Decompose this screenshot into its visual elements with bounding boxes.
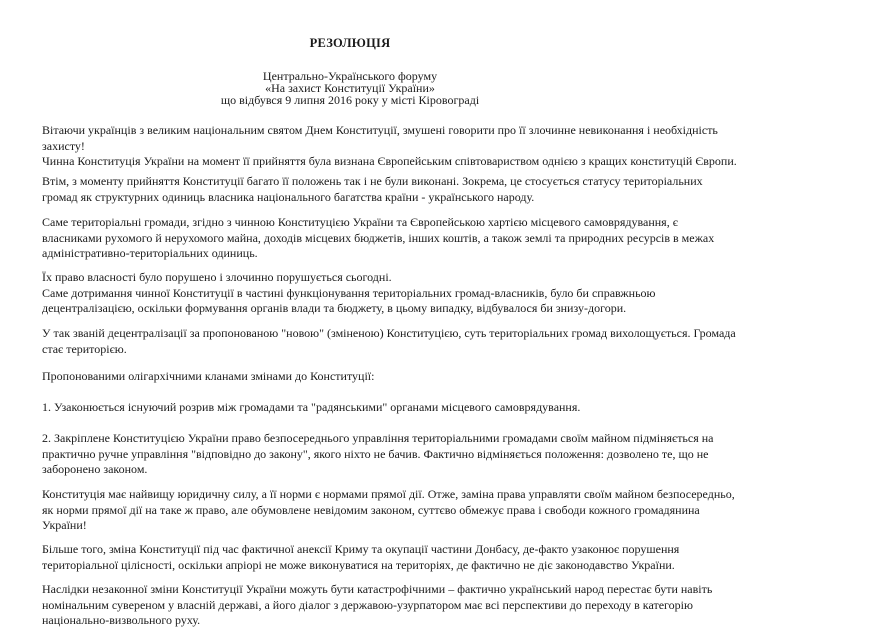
subtitle-line: що відбувся 9 липня 2016 року у місті Кіровограді xyxy=(220,93,480,107)
text-line: Пропонованими олігархічними кланами змінами до Конституції: xyxy=(42,369,375,383)
text-line: Їх право власності було порушено і злочинно порушується сьогодні. xyxy=(42,270,392,284)
paragraph-consequences xyxy=(42,582,713,629)
document-title: РЕЗОЛЮЦІЯ xyxy=(309,36,391,50)
text-line: стає територією. xyxy=(42,341,127,356)
paragraph-annexation xyxy=(42,542,682,573)
paragraph-decentralization xyxy=(42,326,736,357)
text-line: захисту! xyxy=(42,138,85,153)
text-line: У так званій децентралізації за пропонованою "новою" (зміненою) Конституцією, суть територіальних громад вихолощується. Громада xyxy=(42,326,736,340)
text-line: Саме дотримання чинної Конституції в частині функціонування територіальних громад-власників, було би справжньою xyxy=(42,285,656,300)
text-line: адміністративно-територіальних одиниць. xyxy=(42,246,258,260)
text-line: заборонено законом. xyxy=(42,462,148,476)
text-line: Саме територіальні громади, згідно з чинною Конституцією України та Європейською хартією місцевого самоврядування, є xyxy=(42,215,678,229)
text-line: власниками рухомого й нерухомого майна, доходів місцевих бюджетів, інших коштів, а також землі та природних ресурсів в межах xyxy=(42,230,715,245)
text-line: Втім, з моменту прийняття Конституції багато її положень так і не були виконані. Зокрема, це стосується статусу територіальних xyxy=(42,174,703,188)
subtitle-line: Центрально-Українського форуму xyxy=(262,69,438,83)
text-line: громад як структурних одиниць власника національного багатства країни - українського народу. xyxy=(42,189,535,204)
text-line: децентралізацією, оскільки формування органів влади та бюджету, в цьому випадку, відбувалося би знизу-догори. xyxy=(42,301,627,315)
paragraph-communities xyxy=(42,215,715,262)
text-line: Наслідки незаконної зміни Конституції України можуть бути катастрофічними – фактично український народ перестає бути навіть xyxy=(42,582,713,596)
paragraph-greeting xyxy=(42,123,737,170)
paragraph-point-1 xyxy=(42,400,682,416)
paragraph-proposed-changes xyxy=(42,369,682,385)
paragraph-supreme-law xyxy=(42,487,735,534)
paragraph-property-rights xyxy=(42,270,682,317)
paragraph-point-2 xyxy=(42,431,714,478)
text-line: Чинна Конституція України на момент її прийняття була визнана Європейським співтовариством однією з кращих конституцій Європи. xyxy=(42,154,737,168)
text-line: 1. Узаконюється існуючий розрив між громадами та "радянськими" органами місцевого самоврядування. xyxy=(42,400,581,414)
text-line: територіальної цілісності, оскільки апріорі не може виконуватися на територіях, де фактично не діє законодавство України. xyxy=(42,557,675,572)
text-line: як норми прямої дії на таке ж право, але обумовлене невідомим законом, суттєво обмежує права і свободи кожного громадянина xyxy=(42,502,700,517)
text-line: України! xyxy=(42,518,87,532)
text-line: Конституція має найвищу юридичну силу, а її норми є нормами прямої дії. Отже, заміна права управляти своїм майном безпосередньо, xyxy=(42,487,735,501)
text-line: Більше того, зміна Конституції під час фактичної анексії Криму та окупації частини Донбасу, де-факто узаконює порушення xyxy=(42,542,680,556)
text-line: Вітаючи українців з великим національним святом Днем Конституції, змушені говорити про її злочинне невиконання і необхідність xyxy=(42,123,718,137)
paragraph-unfulfilled xyxy=(42,174,703,205)
subtitle-line: «На захист Конституції України» xyxy=(265,81,435,95)
text-line: практично ручне управління "відповідно до закону", якого ніхто не бачив. Фактично відміняється положення: дозволено те, що не xyxy=(42,446,709,461)
text-line: національно-визвольного руху. xyxy=(42,613,201,627)
text-line: номінальним сувереном у власній державі, а його діалог з державою-узурпатором має всі перспективи до переходу в категорію xyxy=(42,597,693,612)
text-line: 2. Закріплене Конституцією України право безпосереднього управління територіальними громадами своїм майном підміняється на xyxy=(42,431,714,445)
